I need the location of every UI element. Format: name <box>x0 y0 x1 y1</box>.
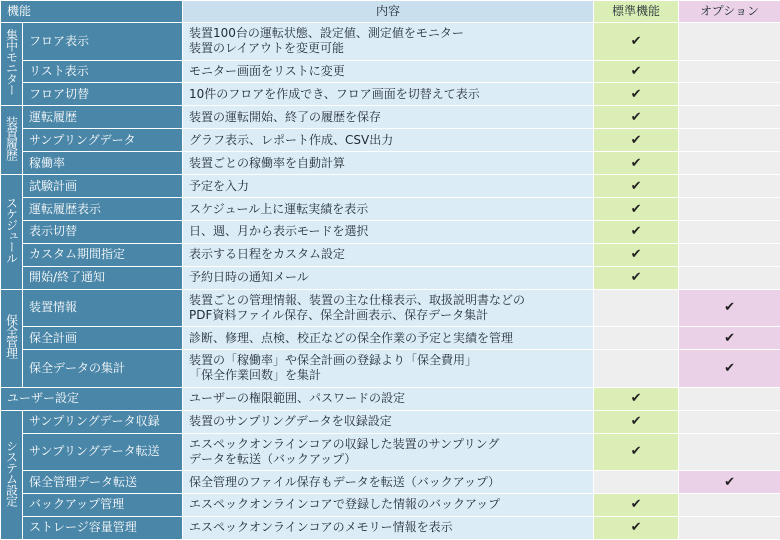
standard-cell <box>594 152 679 175</box>
option-cell <box>679 327 780 350</box>
standard-cell <box>594 23 679 61</box>
group-label-device-history: 装置履歴 <box>1 106 23 175</box>
option-cell <box>679 175 780 198</box>
standard-cell <box>594 350 679 388</box>
standard-cell <box>594 516 679 539</box>
option-cell <box>679 516 780 539</box>
content-cell: エスペックオンラインコアのメモリー情報を表示 <box>183 516 594 539</box>
option-cell <box>679 83 780 106</box>
content-cell: 装置の「稼働率」や保全計画の登録より「保全費用」 「保全作業回数」を集計 <box>183 350 594 388</box>
content-cell: モニター画面をリストに変更 <box>183 60 594 83</box>
feature-cell: リスト表示 <box>23 60 183 83</box>
header-option: オプション <box>679 1 780 23</box>
feature-cell: サンプリングデータ転送 <box>23 433 183 471</box>
table-row <box>1 60 780 83</box>
feature-cell: 装置情報 <box>23 289 183 327</box>
option-cell <box>679 129 780 152</box>
check-icon: ✔ <box>630 414 642 430</box>
table-row <box>1 327 780 350</box>
table-row <box>1 493 780 516</box>
feature-cell: ユーザー設定 <box>1 387 183 410</box>
content-cell: グラフ表示、レポート作成、CSV出力 <box>183 129 594 152</box>
standard-cell <box>594 266 679 289</box>
option-cell <box>679 243 780 266</box>
standard-cell <box>594 433 679 471</box>
check-icon: ✔ <box>630 109 642 125</box>
check-icon: ✔ <box>630 178 642 194</box>
check-icon: ✔ <box>724 300 735 316</box>
check-icon: ✔ <box>630 86 642 102</box>
content-cell: 保全管理のファイル保存もデータを転送（バックアップ） <box>183 471 594 494</box>
standard-cell <box>594 243 679 266</box>
content-cell: 装置ごとの管理情報、装置の主な仕様表示、取扱説明書などの PDF資料ファイル保存、保全計画表示、保存データ集計 <box>183 289 594 327</box>
standard-cell <box>594 387 679 410</box>
standard-cell <box>594 410 679 433</box>
group-label-maintenance: 保全管理 <box>1 289 23 387</box>
check-icon: ✔ <box>630 247 642 263</box>
feature-cell: 保全計画 <box>23 327 183 350</box>
option-cell <box>679 350 780 388</box>
table-header-row <box>1 1 780 23</box>
group-label-schedule: スケジュール <box>1 175 23 290</box>
standard-cell <box>594 83 679 106</box>
check-icon: ✔ <box>630 444 642 460</box>
feature-cell: サンプリングデータ <box>23 129 183 152</box>
check-icon: ✔ <box>630 155 642 171</box>
group-label-system-settings: システム設定 <box>1 410 23 539</box>
content-cell: 予定を入力 <box>183 175 594 198</box>
content-cell: 装置のサンプリングデータを収録設定 <box>183 410 594 433</box>
table-row <box>1 220 780 243</box>
check-icon: ✔ <box>630 270 642 286</box>
standard-cell <box>594 106 679 129</box>
option-cell <box>679 152 780 175</box>
option-cell <box>679 106 780 129</box>
option-cell <box>679 410 780 433</box>
table-row <box>1 516 780 539</box>
feature-cell: 保全データの集計 <box>23 350 183 388</box>
option-cell <box>679 220 780 243</box>
option-cell <box>679 471 780 494</box>
table-row <box>1 266 780 289</box>
feature-cell: バックアップ管理 <box>23 493 183 516</box>
feature-cell: カスタム期間指定 <box>23 243 183 266</box>
feature-cell: 稼働率 <box>23 152 183 175</box>
check-icon: ✔ <box>630 224 642 240</box>
content-cell: 10件のフロアを作成でき、フロア画面を切替えて表示 <box>183 83 594 106</box>
standard-cell <box>594 129 679 152</box>
group-label-central-monitor: 集中モニター <box>1 23 23 106</box>
header-standard: 標準機能 <box>594 1 679 23</box>
check-icon: ✔ <box>724 330 735 346</box>
header-feature: 機能 <box>1 1 183 23</box>
feature-cell: 試験計画 <box>23 175 183 198</box>
option-cell <box>679 23 780 61</box>
option-cell <box>679 493 780 516</box>
table-row <box>1 23 780 61</box>
standard-cell <box>594 220 679 243</box>
table-row <box>1 289 780 327</box>
standard-cell <box>594 60 679 83</box>
header-content: 内容 <box>183 1 594 23</box>
standard-cell <box>594 289 679 327</box>
check-icon: ✔ <box>630 520 642 536</box>
content-cell: 診断、修理、点検、校正などの保全作業の予定と実績を管理 <box>183 327 594 350</box>
option-cell <box>679 387 780 410</box>
table-row <box>1 106 780 129</box>
feature-cell: 開始/終了通知 <box>23 266 183 289</box>
standard-cell <box>594 493 679 516</box>
option-cell <box>679 60 780 83</box>
standard-cell <box>594 327 679 350</box>
feature-cell: フロア切替 <box>23 83 183 106</box>
content-cell: 装置ごとの稼働率を自動計算 <box>183 152 594 175</box>
content-cell: ユーザーの権限範囲、パスワードの設定 <box>183 387 594 410</box>
content-cell: 日、週、月から表示モードを選択 <box>183 220 594 243</box>
content-cell: 装置の運転開始、終了の履歴を保存 <box>183 106 594 129</box>
feature-cell: ストレージ容量管理 <box>23 516 183 539</box>
table-row <box>1 387 780 410</box>
content-cell: 表示する日程をカスタム設定 <box>183 243 594 266</box>
check-icon: ✔ <box>630 201 642 217</box>
content-cell: 予約日時の通知メール <box>183 266 594 289</box>
feature-cell: フロア表示 <box>23 23 183 61</box>
table-row <box>1 129 780 152</box>
table-row <box>1 152 780 175</box>
check-icon: ✔ <box>630 391 642 407</box>
feature-cell: 運転履歴 <box>23 106 183 129</box>
table-row <box>1 243 780 266</box>
table-row <box>1 198 780 221</box>
table-row <box>1 83 780 106</box>
option-cell <box>679 289 780 327</box>
table-row <box>1 175 780 198</box>
check-icon: ✔ <box>724 360 735 376</box>
standard-cell <box>594 198 679 221</box>
table-row <box>1 433 780 471</box>
option-cell <box>679 266 780 289</box>
content-cell: エスペックオンラインコアの収録した装置のサンプリング データを転送（バックアップ） <box>183 433 594 471</box>
check-icon: ✔ <box>630 132 642 148</box>
content-cell: エスペックオンラインコアで登録した情報のバックアップ <box>183 493 594 516</box>
check-icon: ✔ <box>724 474 735 490</box>
standard-cell <box>594 175 679 198</box>
feature-cell: 運転履歴表示 <box>23 198 183 221</box>
content-cell: 装置100台の運転状態、設定値、測定値をモニター 装置のレイアウトを変更可能 <box>183 23 594 61</box>
table-row <box>1 410 780 433</box>
check-icon: ✔ <box>630 63 642 79</box>
standard-cell <box>594 471 679 494</box>
table-row <box>1 471 780 494</box>
feature-cell: 保全管理データ転送 <box>23 471 183 494</box>
feature-cell: 表示切替 <box>23 220 183 243</box>
check-icon: ✔ <box>630 497 642 513</box>
option-cell <box>679 433 780 471</box>
feature-cell: サンプリングデータ収録 <box>23 410 183 433</box>
table-row <box>1 350 780 388</box>
content-cell: スケジュール上に運転実績を表示 <box>183 198 594 221</box>
check-icon: ✔ <box>630 33 642 49</box>
option-cell <box>679 198 780 221</box>
